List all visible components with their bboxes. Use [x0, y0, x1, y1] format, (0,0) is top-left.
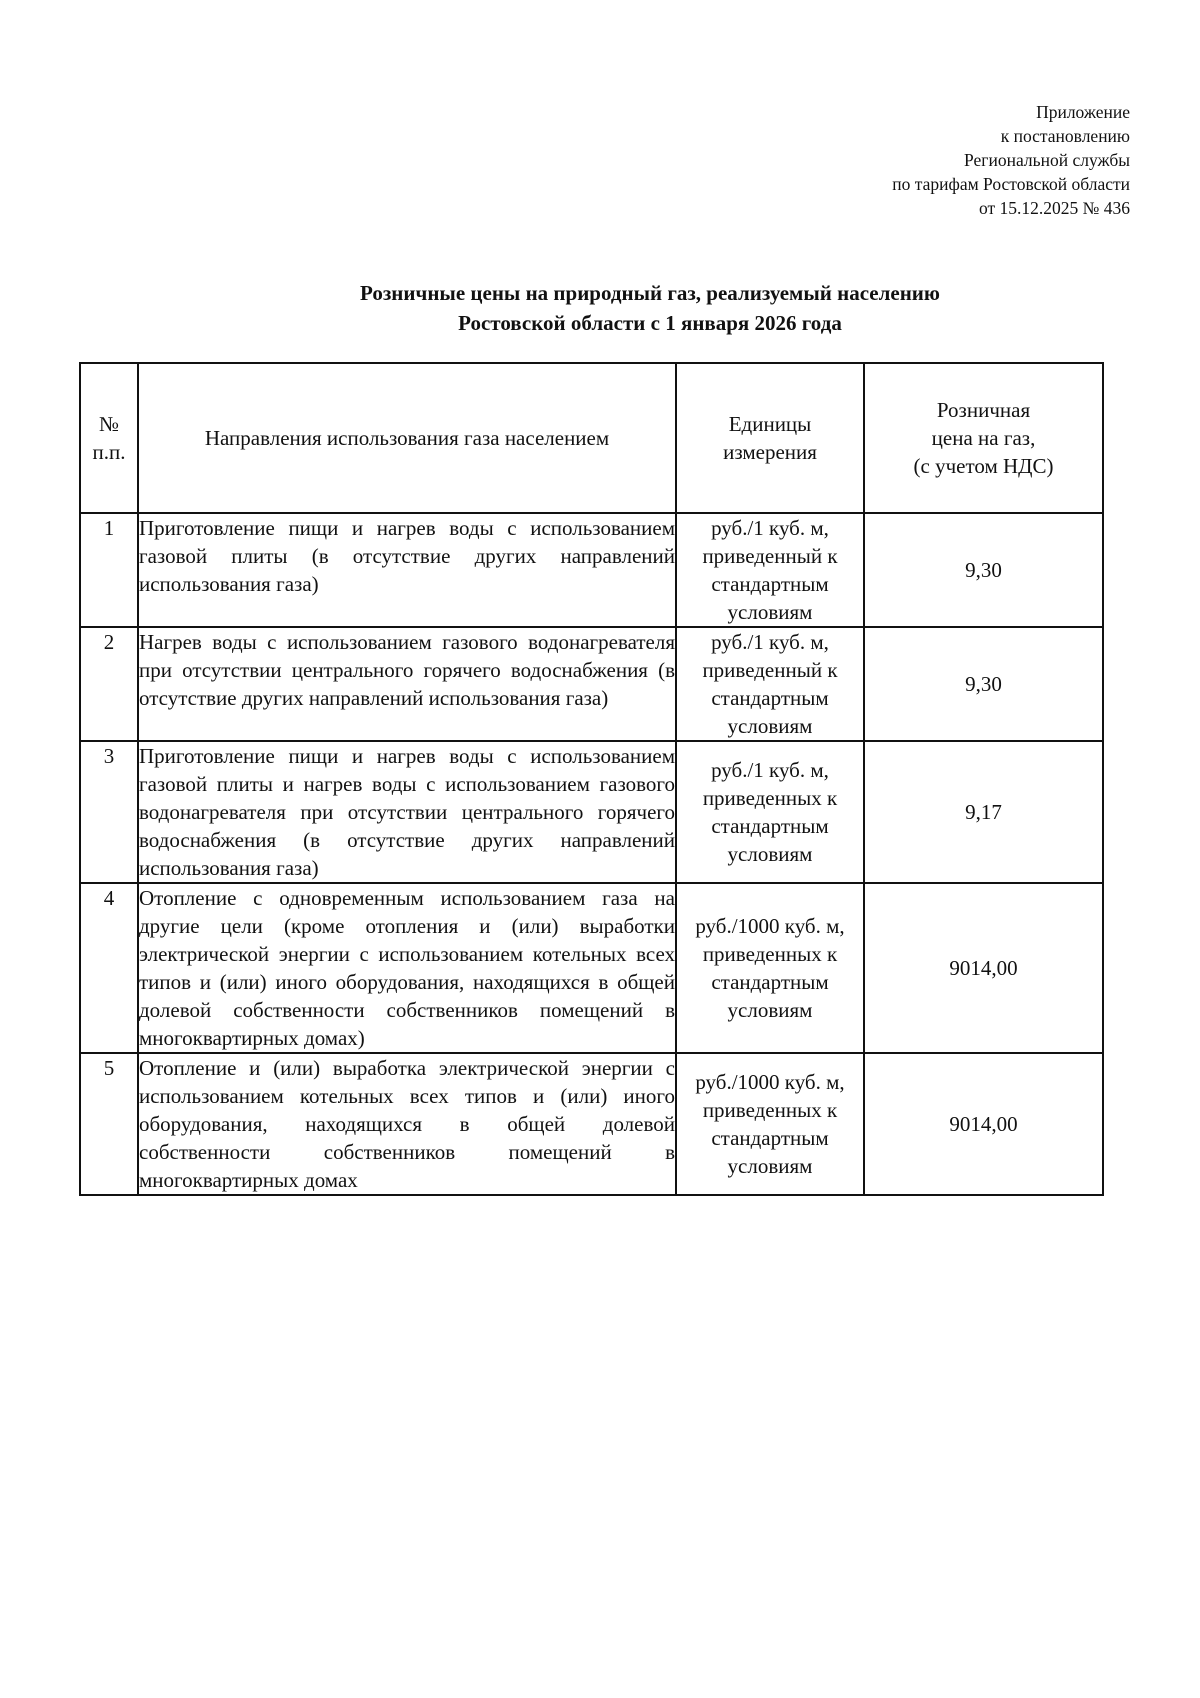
appendix-line: по тарифам Ростовской области	[892, 174, 1130, 194]
table-row	[80, 1053, 1103, 1195]
appendix-line: к постановлению	[1000, 126, 1130, 146]
table-row	[80, 883, 1103, 1053]
header-price-line: (с учетом НДС)	[913, 454, 1054, 478]
row-unit: руб./1 куб. м, приведенный к стандартным условиям	[676, 627, 864, 741]
document-title	[120, 278, 1180, 338]
header-number	[80, 363, 138, 513]
appendix-block	[892, 100, 1130, 220]
table-row	[80, 513, 1103, 627]
appendix-line: Региональной службы	[964, 150, 1130, 170]
header-unit-line: Единицы	[728, 412, 812, 436]
row-price: 9,30	[864, 513, 1103, 627]
row-number: 4	[80, 883, 138, 1053]
header-price-line: цена на газ,	[931, 426, 1036, 450]
row-number: 2	[80, 627, 138, 741]
row-number: 5	[80, 1053, 138, 1195]
row-price: 9,30	[864, 627, 1103, 741]
row-price: 9014,00	[864, 883, 1103, 1053]
row-unit: руб./1000 куб. м, приведенных к стандартным условиям	[676, 883, 864, 1053]
row-unit: руб./1000 куб. м, приведенных к стандартным условиям	[676, 1053, 864, 1195]
row-number: 3	[80, 741, 138, 883]
title-line: Розничные цены на природный газ, реализуемый населению	[360, 281, 940, 305]
header-unit	[676, 363, 864, 513]
appendix-line: Приложение	[1036, 102, 1130, 122]
row-price: 9,17	[864, 741, 1103, 883]
header-price-line: Розничная	[936, 398, 1031, 422]
header-price	[864, 363, 1103, 513]
price-table	[79, 362, 1104, 1196]
row-number: 1	[80, 513, 138, 627]
row-direction: Отопление и (или) выработка электрической энергии с использованием котельных всех типов и (или) иного оборудования, находящихся в общей долевой собственности собственников помещений в многоквартирных домах	[138, 1053, 676, 1195]
table-row	[80, 741, 1103, 883]
header-direction-label: Направления использования газа населением	[204, 426, 610, 450]
header-direction	[138, 363, 676, 513]
row-direction: Нагрев воды с использованием газового водонагревателя при отсутствии центрального горячего водоснабжения (в отсутствие других направлений использования газа)	[138, 627, 676, 741]
header-unit-line: измерения	[723, 440, 817, 464]
row-direction: Отопление с одновременным использованием газа на другие цели (кроме отопления и (или) выработки электрической энергии с использованием котельных всех типов и (или) иного оборудования, находящихся в общей долевой собственности собственников помещений в многоквартирных домах)	[138, 883, 676, 1053]
row-unit: руб./1 куб. м, приведенных к стандартным условиям	[676, 741, 864, 883]
title-line: Ростовской области с 1 января 2026 года	[458, 311, 842, 335]
header-number-line: №	[98, 412, 120, 436]
row-price: 9014,00	[864, 1053, 1103, 1195]
appendix-date-number: от 15.12.2025 № 436	[979, 198, 1130, 218]
header-number-line: п.п.	[92, 440, 126, 464]
row-direction: Приготовление пищи и нагрев воды с использованием газовой плиты (в отсутствие других направлений использования газа)	[138, 513, 676, 627]
table-header-row	[80, 363, 1103, 513]
row-unit: руб./1 куб. м, приведенный к стандартным условиям	[676, 513, 864, 627]
table-row	[80, 627, 1103, 741]
row-direction: Приготовление пищи и нагрев воды с использованием газовой плиты и нагрев воды с использованием газового водонагревателя при отсутствии центрального горячего водоснабжения (в отсутствие других направлений использования газа)	[138, 741, 676, 883]
